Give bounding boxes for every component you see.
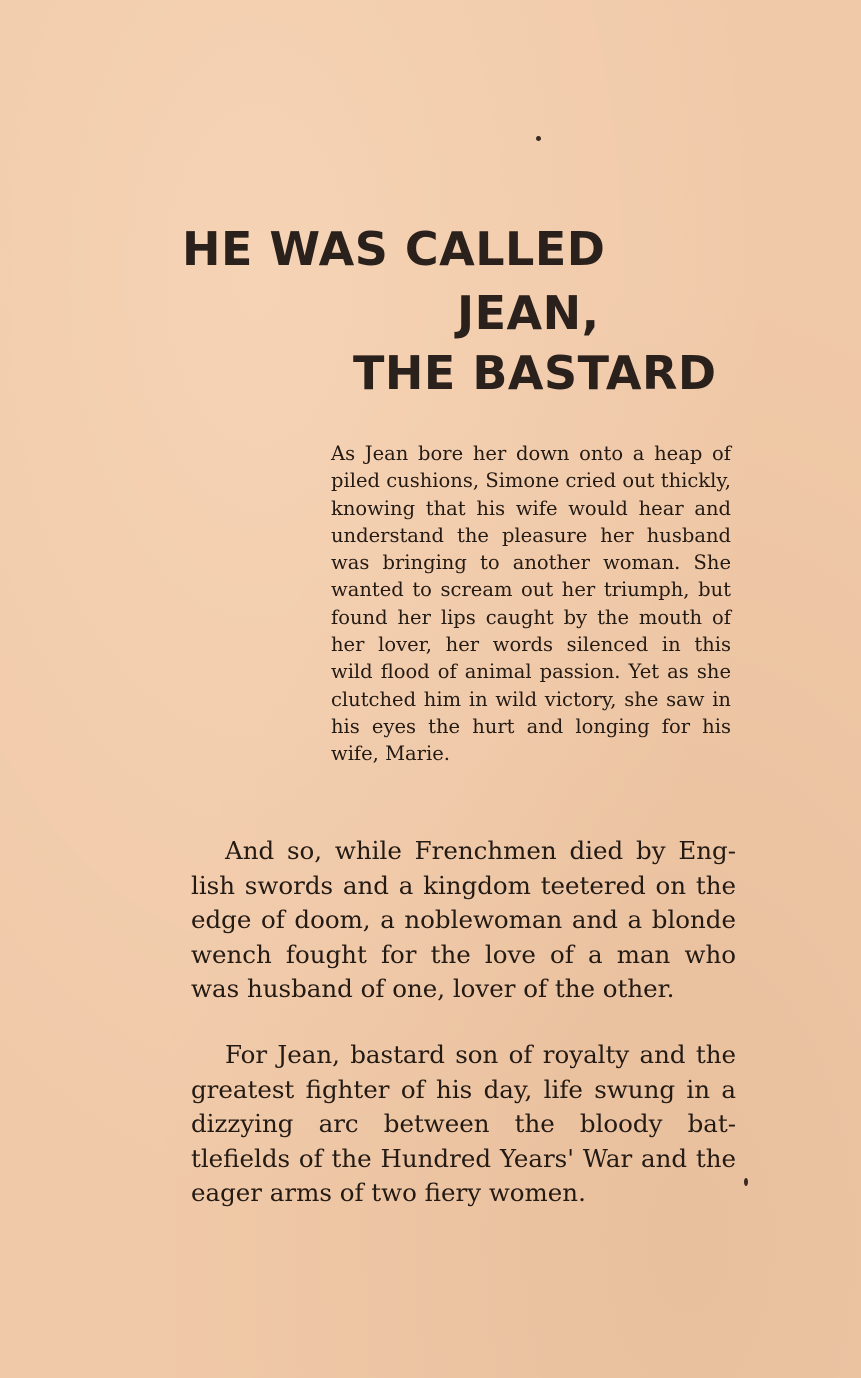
body-paragraph-1: And so, while Frenchmen died by English swords and a kingdom teetered on the edge of doom, a noblewoman and a blonde wench fought for the love of a man who was husband of one, lover of the other. bbox=[191, 836, 736, 1003]
title-line-2: JEAN, bbox=[457, 286, 600, 340]
title-line-1: HE WAS CALLED bbox=[182, 222, 606, 276]
title-line-3: THE BASTARD bbox=[353, 346, 717, 400]
ink-speck bbox=[536, 136, 541, 141]
excerpt-blurb: As Jean bore her down onto a heap of piled cushions, Simone cried out thickly, knowing that his wife would hear and understand the pleasure her husband was bringing to another woman. She wanted to scream out her triumph, but found her lips caught by the mouth of her lover, her words silenced in this wild flood of animal passion. Yet as she clutched him in wild victory, she saw in his eyes the hurt and longing for his wife, Marie. bbox=[331, 442, 731, 766]
ink-speck bbox=[744, 1178, 748, 1186]
body-paragraph-2: For Jean, bastard son of royalty and the greatest fighter of his day, life swung in a dizzying arc between the bloody battlefields of the Hundred Years' War and the eager arms of two fiery women. bbox=[191, 1040, 736, 1207]
